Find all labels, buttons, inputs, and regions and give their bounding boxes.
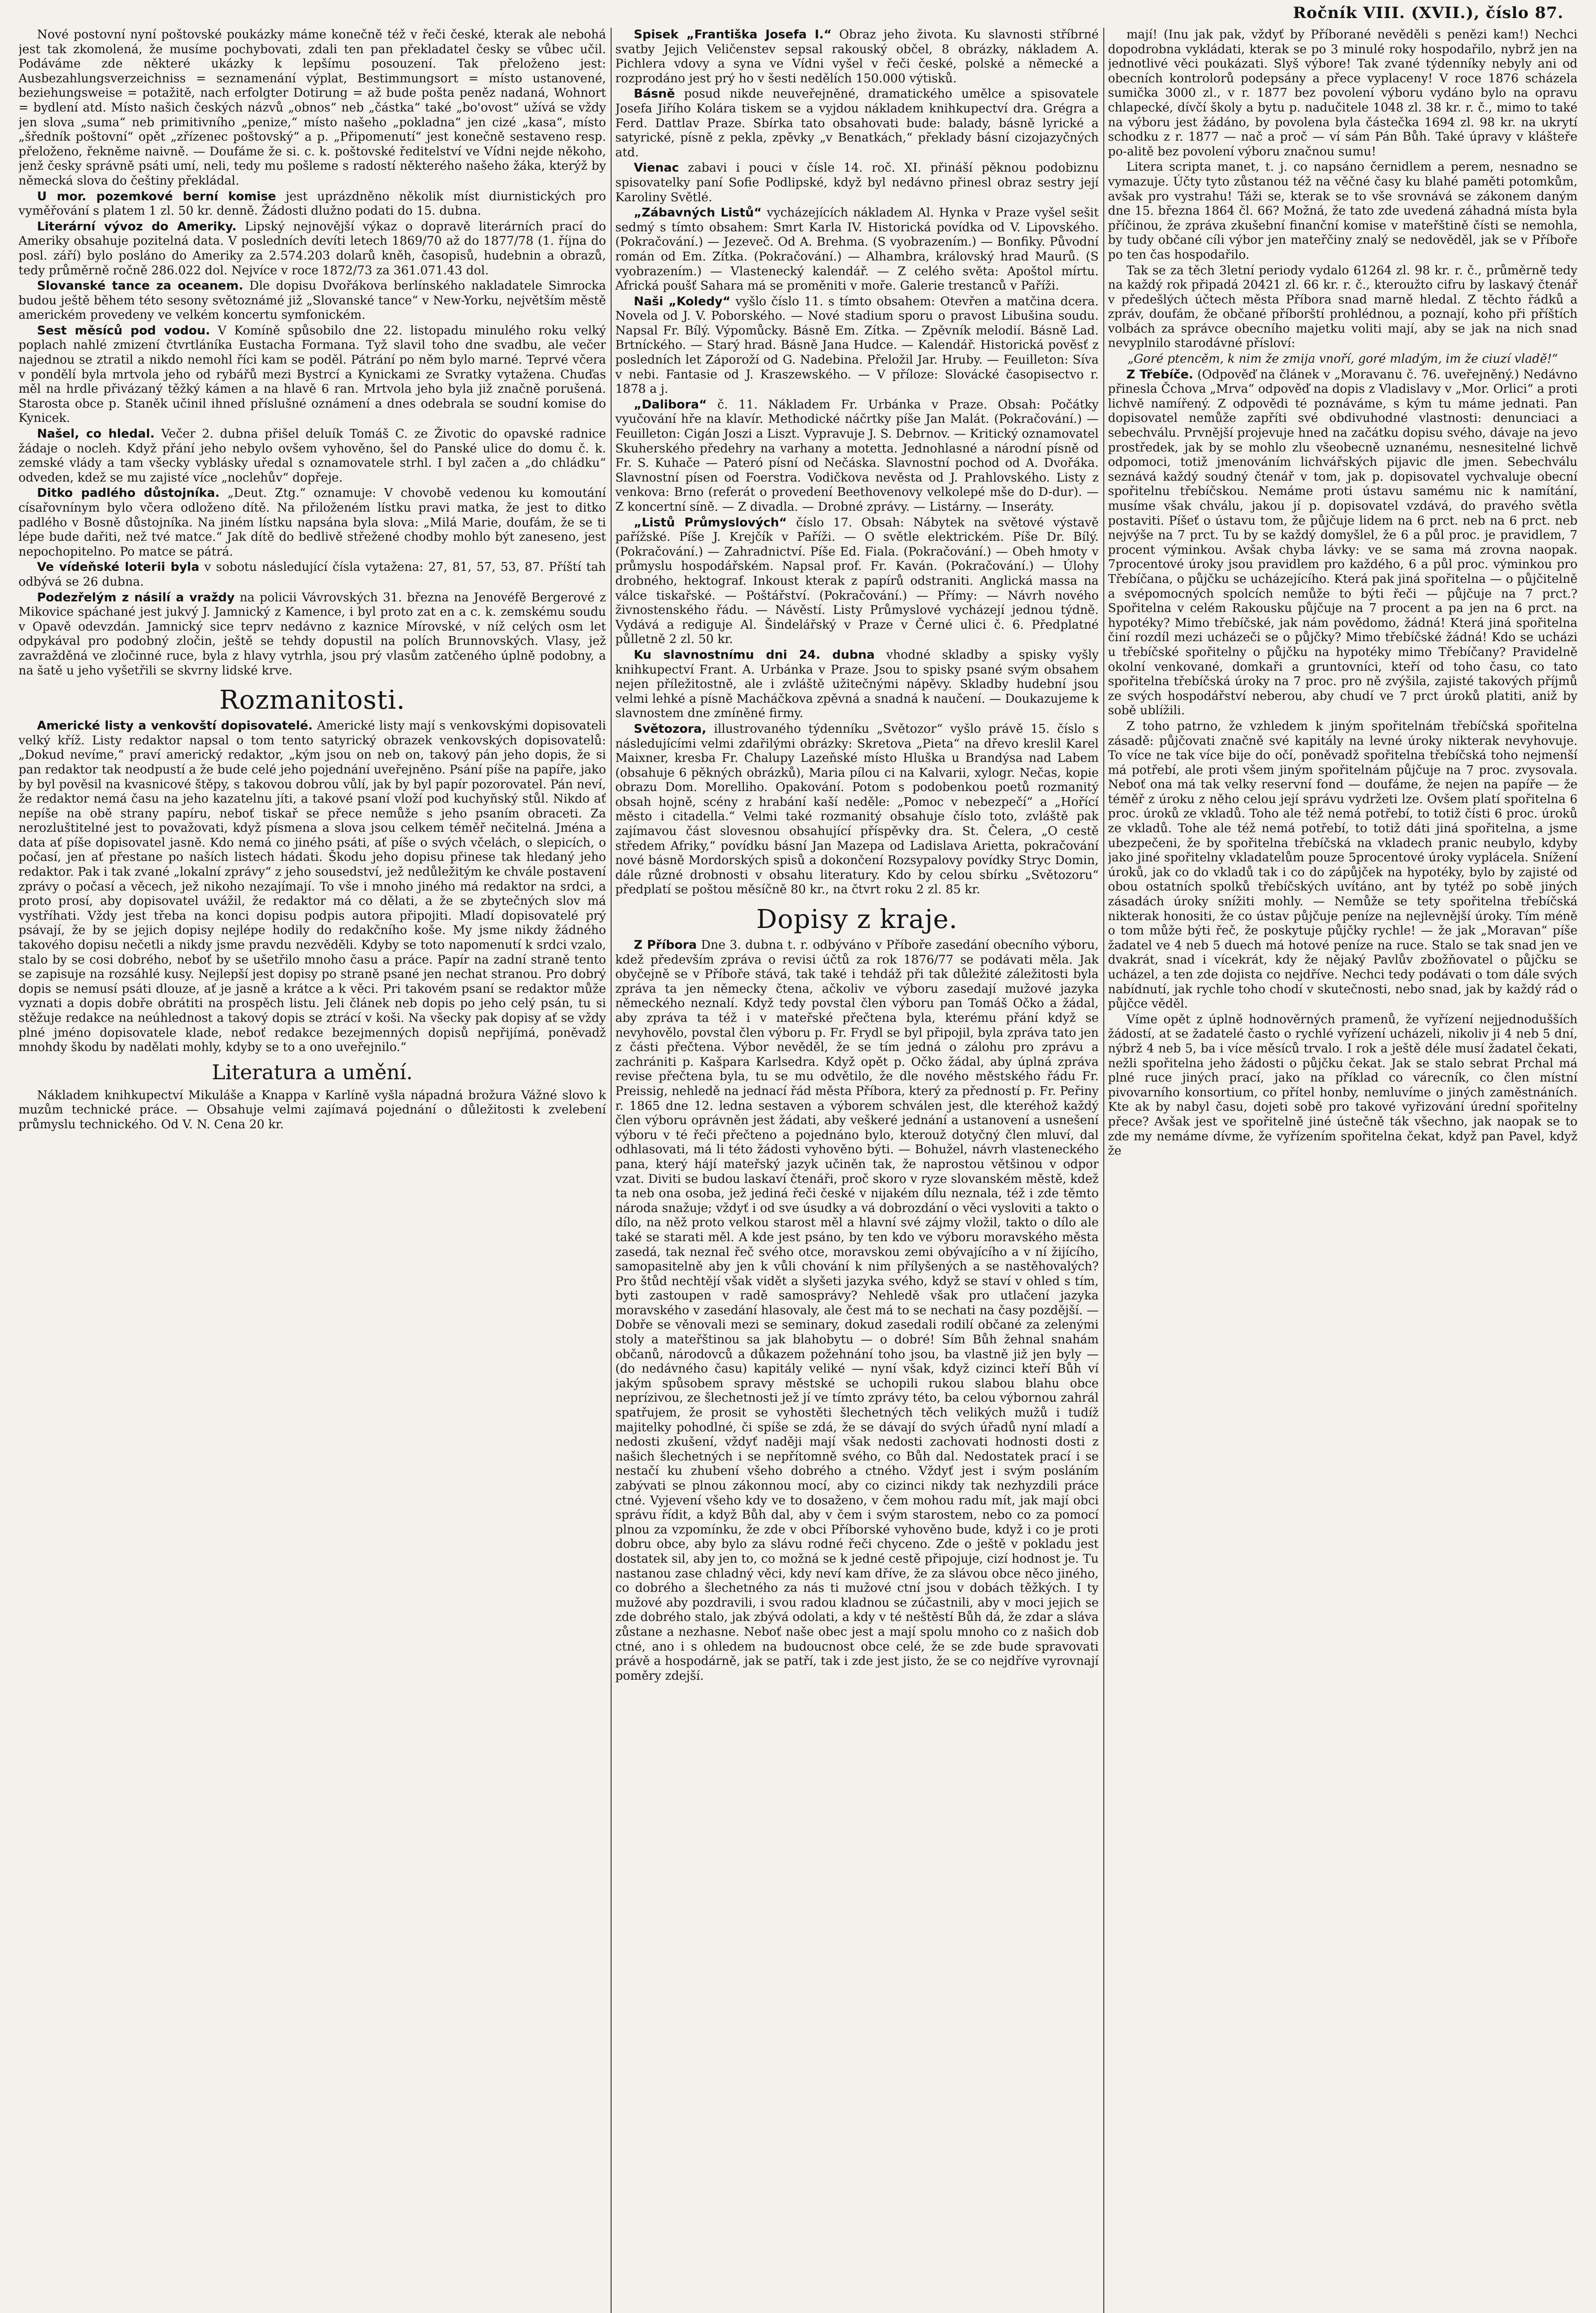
article-vienac: Vienac zabavi i pouci v čísle 14. roč. XI. přináší pěknou podobiznu spisovatelky paní Sofie Podlipské, když byl nedávno přinesl obraz sestry její Karoliny Světlé. (615, 161, 1099, 204)
article-pribor-summary: Tak se za těch 3letní periody vydalo 61264 zl. 98 kr. r. č., průměrně tedy na každý rok připadá 20421 zl. 66 kr. r. č., kteroužto cifru by laskavý čtenář v předešlých účtech města Příbora snad marně hledal. Z těchto řádků a zpráv, doufám, že občané příborští prohlédnou, a poznají, koho při příštích volbách za správce obecního majetku voliti mají, aby se jak na nich snad nevyplnilo starodávné přísloví: (1108, 263, 1577, 351)
article-lottery: Ve vídeňské loterii byla v sobotu následující čísla vytažena: 27, 81, 57, 53, 87. Příští tah odbývá se 26 dubna. (19, 560, 606, 589)
article-franz-josef: Spisek „Františka Josefa I.“ Obraz jeho života. Ku slavnosti stříbrné svatby Jejich Veličenstev sepsal rakouský občel, 8 obrázky, nákladem A. Pichlera vdovy a syna ve Vídni vyšel v řeči české, polské a německé a rozprodáno jest prý ho v šesti nedělích 150.000 výtisků. (615, 28, 1099, 86)
article-trebic-cont: Z toho patrno, že vzhledem k jiným spořitelnám třebíčská spořitelna zásadě: půjčovati značně své kapitály na levné úroky nikterak nevyhovuje. To více ne tak více bije do očí, poněvadž spořitelna třebíčská toho nejmenší má potřebí, ale proti všem jiným spořitelnám půjčuje na 7 proc. zvysovala. Neboť ona má tak velky reservní fond — doufáme, že nejen na papíře — že téměř z úroku z něho celou její správu vydržeti lze. Ovšem platí spořitelna 6 proc. úroků ze vkladů. Toho ale též nemá potřebí, to totiž čísti 6 proc. úroků ze vkladů. Tohe ale též nemá potřebí, to totiž dáti jiná spořitelna, a jsme ubezpečeni, že by spořitelna třebíčská na vkladech pranic neubylo, kdyby jako jiné spořitelny vkladatelům pouze 5procentové úroky vyplácela. Snížení úroků, jak co do vkladů tak i co do zápůjček na hypotéky, bylo by zajisté od obou ostatních spolků třebíčských uvítáno, ant by tytéž po sobě jiných zásadách úroky snížiti mohly. — Nemůže se tety spořitelna třebíčská nikterak honositi, že co ústav půjčuje peníze na nejlevnější úroky. Tím méně o tom může býti řeč, že poskytuje půjčky rychle! — že jak „Moravan“ píše žadatel ve 4 neb 5 duech má hotové peníze na ruce. Stalo se tak snad jen ve dvakrát, snad i vícekrát, kdy že nějaký Pavlův zbožňovatel o půjčku se ucházel, a ten zde dojista co nejdříve. Nechci tedy podávati o tom dále svých nabídnutí, jak rychle toho chodí v skutečnosti, nebo snad, jak by každý rád o půjčce věděl. (1108, 719, 1577, 1011)
section-title-letters: Dopisy z kraje. (756, 904, 958, 935)
issue-header: Ročník VIII. (XVII.), číslo 87. (1293, 4, 1564, 22)
article-literature-note: Nákladem knihkupectví Mikuláše a Knappa v Karlíně vyšla nápadná brožura Vážné slovo k muzům technické práce. — Obsahuje velmi zajímavá pojednání o důležitosti k zvelebení průmyslu technického. Od V. N. Cena 20 kr. (19, 1088, 606, 1132)
column-1 (19, 28, 606, 2313)
column-rule (611, 28, 612, 2313)
article-svetozor: Světozora, illustrovaného týdenníku „Světozor“ vyšlo právě 15. číslo s následujícími velmi zdařilými obrázky: Skretova „Pieta“ na dřevo kreslil Karel Maixner, kresba Fr. Chalupy Lazeňské místo Hluška u Brandýsa nad Labem (obsahuje 6 pěkných obrázků), Maria pílou ci na Kalvarii, xylogr. Nečas, kopie obrazu Dom. Morelliho. Opakování. Potom s podobenkou poetů rozmanitý obsah hojně, scény z hrabání kaší neděle: „Pomoc v nebezpečí“ a „Hořící město i citadella.“ Velmi také rozmanitý obsahuje číslo toto, zvláště pak zajímavou část slovesnou obsahující příspěvky dra. St. Čelera, „O cestě středem Afriky,“ povídku básní Jan Mazepa od Ladislava Arietta, pokračování nové básně Mordorských spisů a dokončení Rozsypalovy povídky Stryc Domin, dále různé drobnosti v obsahu literatury. Kdo by celou sbírku „Světozoru“ předplatí se poštou měsíčně 80 kr., na čtvrt roku 2 zl. 85 kr. (615, 722, 1099, 897)
article-officers-child: Ditko padlého důstojníka. „Deut. Ztg.“ oznamuje: V chovobě vedenou ku komoutání císařovnínym bylo včera odloženo dítě. Na přiloženém lístku pravi matka, že jest to ditko padlého v Bosně důstojníka. Na jiném lístku napsána byla slova: „Milá Marie, doufám, že se ti lépe bude dařiti, než tvé matce.“ Jak dítě do bedlivě střežené chodby mohlo být zaneseno, jest nepochopitelno. Po matce se pátrá. (19, 486, 606, 559)
article-postal-forms: Nové postovní nyní poštovské poukázky máme konečně též v řeči české, kterak ale nebohá jest tak zkomolená, že musíme pochybovati, zdali ten pan překladatel česky se vůbec učil. Podáváme zde některé ukázky k lepšímu posouzení. Tak přeloženo jest: Ausbezahlungsverzeichniss = seznamenání výplat, Bestimmungsort = místo ustanovené, beziehungsweise = potažitě, nach erfolgter Dotirung = až bude pošta peněz nadaná, Wohnort = bydlení atd. Místo našich českých názvů „obnos“ neb „částka“ také „bo'ovost“ užívá se vždy jen slova „suma“ neb primitivního „penize,“ místo našeho „pokladna“ jen cizé „kasa“, místo „šředník poštovní“ opět „zřízenec poštovský“ a p. „Připomenutí“ jest konečně sestaveno resp. přeloženo, řekněme naivně. — Doufáme že si. c. k. poštovské ředitelství ve Vídni nejde někoho, jenž česky správně psáti umí, neli, tedy mu pošleme s radostí některého našeho žáka, kterýž by německá slova do češtiny překládal. (19, 28, 606, 188)
article-zabavne-listy: „Zábavných Listů“ vycházejících nákladem Al. Hynka v Praze vyšel sešit sedmý s tímto obsahem: Smrt Karla IV. Historická povídka od V. Lipovského. (Pokračování.) — Jezeveč. Od A. Brehma. (S vyobrazením.) — Bonfiky. Původní román od Em. Zítka. (Pokračování.) — Alhambra, královský hrad Maurů. (S vyobrazením.) — Vlastenecký kalendář. — Z celého světa: Apoštol mírtu. Africká poušť Sahara má se proměniti v moře. Galerie trestanců v Paříži. (615, 206, 1099, 293)
article-suspect: Podezřelým z násilí a vraždy na policii Vávrovských 31. března na Jenovéfě Bergerové z Mikovice spáchané jest jukvý J. Jamnický z Kamence, i byl proto zat en a c. k. zemskému soudu v Opavě odevzdán. Jamnický sice teprv nedávno z kaznice Mírovské, v níž celých osm let odpykával pro podobný zločin, ještě se tehdy dopustil na polích Brunnovských. Vlasy, jež zavražděná ve zločinné ruce, byla z hlavy vytrhla, jsou prý vlasům zatčeného úplně podobny, a na šatě u jeho vyšetřili se skvrny lidské krve. (19, 590, 606, 678)
article-pribor-cont: mají! (Inu jak pak, vždyť by Příborané nevěděli s penězi kam!) Nechci dopodrobna vykládati, kterak se po 3 minulé roky hospodařilo, nybrž jen na jednotlivé věci poukázati. Slyš výbore! Tak zvané týdenníky nebyly ani od obecních kontrolorů podepsány a přece vyplaceny! V roce 1876 scházela sumička 3000 zl., v r. 1877 bez povolení výboru vydáno bylo na opravu chlapecké, dívčí školy a bytu p. nadučitele 1048 zl. 38 kr. r. č., mimo to také na výboru jest žádáno, by povolena byla částečka 1694 zl. 98 kr. na ukrytí schodku z r. 1877 — nač a proč — ví sám Pán Bůh. Také úpravy v klášteře po-alitě bez povolení výboru značnou sumu! (1108, 28, 1577, 159)
article-dalibor: „Dalibora“ č. 11. Nákladem Fr. Urbánka v Praze. Obsah: Počátky vyučování hře na klavír. Methodické náčrtky píše Jan Malát. (Pokračování.) — Feuilleton: Cigán Joszi a Liszt. Vypravuje J. S. Debrnov. — Kritický oznamovatel Skuherského předehry na varhany a motetta. Jednohlasné a národní písně od Fr. S. Kuhače — Pateró písní od Nečáska. Slavnostní pochod od A. Dvořáka. Slavnostní písen od Foerstra. Vodičkova nevěsta od J. Prahlovského. Listy z venkova: Brno (referát o provedení Beethovenovy velkolepé mše do D-dur). — Z koncertní síně. — Z divadla. — Drobné zprávy. — Listárny. — Inseráty. (615, 397, 1099, 514)
article-found-what-sought: Našel, co hledal. Večer 2. dubna přišel deluík Tomáš C. ze Životic do opavské radnice žádaje o nocleh. Když přání jeho nebylo ovšem vyhověno, šel do Panské ulice do domu č. k. zemské vlády a tam všecky vyblásky uředal s oznamovatele strhl. I byl začen a „do chládku“ odveden, kdež se mu zajisté více „noclehův“ dopřeje. (19, 427, 606, 485)
article-literary-export: Literární vývoz do Ameriky. Lipský nejnovější výkaz o dopravě literárních prací do Ameriky obsahuje pozitelná data. V posledních devíti letech 1869/70 až do 1877/78 (1. října do posl. září) bylo posláno do Ameriky za 2.574.203 dolarů kněh, časopisů, hudebnin a obrazů, tedy průměrně ročně 286.022 dol. Nejvíce v roce 1872/73 za 361.071.43 dol. (19, 219, 606, 278)
article-listy-prumyslove: „Listů Průmyslových“ číslo 17. Obsah: Nábytek na světové výstavě pařížské. Píše J. Krejčík v Paříži. — O světle elektrickém. Píše Dr. Bílý. (Pokračování.) — Zahradnictví. Píše Ed. Fiala. (Pokračování.) — Obeh hmoty v průmyslu hospodářském. Napsal prof. Fr. Kaván. (Pokračování.) — Úlohy drobného, hektograf. Inkoust kterak z papírů odstraniti. Anglická massa na válce tiskařské. — Poštářství. (Pokračování.) — Přímy: — Návrh nového živnostenského řádu. — Návěstí. Listy Průmyslové vycházejí jednou týdně. Vydává a rediguje Al. Šindelářský v Praze v Černé ulici č. 6. Předplatné půlletně 2 zl. 50 kr. (615, 515, 1099, 647)
article-pribor-litera: Litera scripta manet, t. j. co napsáno černidlem a perem, nesnadno se vymazuje. Účty tyto zůstanou též na věčné časy ku blahé paměti potomkům, avšak pro vystrahu! Táži se, kterak se to vše srovnává se zákonem daným dne 15. března 1864 čl. 66? Možná, že tato zde uvedená záhadná místa byla příčinou, že zpráva zkušební finanční komise v mateřštině čísti se nemohla, by tudy občané cíli výbor jen mateřčiny znalý se nedověděl, jak se v Příboře po ten čas hospodařilo. (1108, 160, 1577, 262)
proverb-quote: „Goré ptencěm, k nim že zmija vnoří, goré mladým, im že ciuzí vladě!“ (1127, 352, 1558, 366)
article-kolar-poems: Básně posud nikde neuveřejněné, dramatického umělce a spisovatele Josefa Jiřího Kolára tiskem se a vyjdou nákladem knihkupectví dra. Grégra a Ferd. Dattlav Praze. Sbírka tato obsahovati bude: balady, básně lyrické a satyrické, písně z pekla, zpěvky „v Benatkách,“ překlady básní cizojazyčných atd. (615, 87, 1099, 160)
article-slavonic-dances: Slovanské tance za oceanem. Dle dopisu Dvořákova berlínského nakladatele Simrocka budou ještě během této sesony světoznámé již „Slovanské tance“ v New-Yorku, největším městě americkém provedeny ve velkém koncertu symfonickém. (19, 279, 606, 322)
article-april-24: Ku slavnostnímu dni 24. dubna vhodné skladby a spisky vyšly knihkupectví Frant. A. Urbánka v Praze. Jsou to spisky psané svým obsahem nejen příležitostně, ale i zvláště užitečnými nápěvy. Skladby hudební jsou velmi lehké a písně Macháčkova zpěvná a snadná k naučení. — Doukazujeme k slavnostem dne zmíněné firmy. (615, 648, 1099, 721)
column-3 (1108, 28, 1577, 2313)
section-title-literature: Literatura a umění. (211, 1060, 413, 1084)
column-2 (615, 28, 1099, 2313)
newspaper-page (19, 28, 1577, 2313)
article-american-papers: Americké listy a venkovští dopisovatelé. Americké listy mají s venkovskými dopisovateli velký kříž. Listy redaktor napsal o tom tento satyrický obrazek venkovských dopisovatelů: „Dokud nevíme,“ praví americký redaktor, „kým jsou on neb on, takový pán jeho dopis, že si pan redaktor tak neodpustí a že bude celé jeho pojednání uveřejněno. Psání píše na papíře, jako by byl pověsil na kvasnicové štěpy, s takovou dobrou vůlí, jak by byl papír pozorovatel. Pán neví, že redaktor nemá času na jeho kazatelnu jíti, a takové psaní vloží pod kuchyňský stůl. Nikdo ať nepíše na obě strany papíru, neboť tiskař se přece nemůže s jeho psaním obraceti. Za nerozluštitelné jest to považovati, když písmena a slova jsou celkem téměř nečitelná. Jména a data ať píše dopisovatel jasně. Kdo nemá co jiného psáti, ať píše o svých včelách, o slepicích, o počasí, jen ať přestane po naších listech hádati. Škodu jeho dopisu přinese tak hledaný jeho redaktor. Pak i tak zvané „lokalní zprávy“ z jeho sousedství, jež nedůležitým ke chvále postavení zprávy o počasí a věcech, jež nikoho nezajímají. To vše i mnoho jiného má redaktor na srdci, a proto prosí, aby dopisovatel uvážil, že redaktor má co dělati, a že se zbytečných slov má vystříhati. Vždy jest třeba na konci dopisu podpis autora připojiti. Mladí dopisovatelé prý psávají, že by se jejich dopisy nejlépe hodily do redakčního koše. My jsme nikdy žádného takového dopisu nečetli a nikdy jsme pravdu nezvěděli. Kdyby se toto napomenutí k srdci vzalo, stalo by se cosi dobrého, neboť by se ušetřilo mnoho času a práce. Papír na zadní straně tento se zapisuje na rozsáhlé kusy. Nejlepší jest dopisy po straně psané jen nechat stranou. Pro dobrý dopis se nemusí psáti dlouze, ať je jasně a krátce a k věci. Pri takovém psaní se redaktor může vyznati a dopis dobře obrátiti na prospěch listu. Jeli článek neb dopis po jeho celý psán, tu si stěžuje redakce na neúhlednost a takový dopis se ztrácí v koši. Na všecky pak dopisy ať se vždy plné jméno dopisovatele klade, neboť redakce bezejmenných dopisů nepřijímá, poněvadž mnohdy škodu by nadělati mohly, kdyby se to a ono uveřejnilo.“ (19, 719, 606, 1055)
article-trebic-end: Víme opět z úplně hodnověrných pramenů, že vyřízení nejjednodušších žádostí, at se žadatelé často o rychlé vyřízení ucházeli, nikoliv ji 4 neb 5 dní, nýbrž 4 neb 5, ba i více měsíců trvalo. I rok a ještě déle musí žadatel čekati, nežli spořitelna jeho žádosti o půjčku čekat. Jak se stalo sebrat Prchal má plné ruce jiných prací, jako na příklad co várecník, co člen místní pivovarního konsortium, co přítel honby, nemluvíme o jiných zaměstnáních. Kte ak by nabyl času, dojeti sobě pro takové vyřizování úrední spořitelny přece? Avšak jest ve spořitelně jiné ústečně ták všechno, jak naopak se to zde my nemáme dívme, že vyřízením spořitelna čekat, když pan Pavel, když že (1108, 1012, 1577, 1158)
article-six-months: Sest měsíců pod vodou. V Komíně spůsobilo dne 22. listopadu minulého roku velký poplach nahlé zmizení čtvrtláníka Eustacha Formana. Tyž slavil toho dne svadbu, ale večer najednou se ztratil a nikdo nemohl říci kam se poděl. Pátrání po něm bylo marné. Teprvé včera v pondělí byla mrtvola jeho od rybářů mezi Bystrcí a Kynickami ze Svratky vytažena. Chuďas měl na hrdle přivázaný těžký kámen a na hlavě 6 ran. Mrtvola jeho byla již značně porušená. Starosta obce p. Staněk učinil ihned příslušné oznámení a dnes odebrala se soudní komise do Kynicek. (19, 323, 606, 426)
article-pribor: Z Příbora Dne 3. dubna t. r. odbýváno v Příboře zasedání obecního výboru, kdež především zpráva o revisi účtů za rok 1876/77 se podávati měla. Jak obyčejně se v Příboře stává, tak také i tehdáž při tak důležité záležitosti byla zpráva ta jen německy čtena, ačkoliv ve výboru zasedají mužové jazyka německého neznalí. Když tedy povstal člen výboru pan Tomáš Očko a žádal, aby zpráva ta též i v mateřské přečtena byla, kterému přání když se nevyhovělo, povstal člen výboru p. Fr. Frydl se byl připojil, byla zpráva tato jen z části přečtena. Výbor nevěděl, že se tím jedná o zálohu pro zprávu a zachrániti p. Kašpara Karlsedra. Když opět p. Očko žádal, aby úplná zpráva revise přečtena byla, tu se mu odvětilo, že dle nového městského řádu Fr. Preissig, nehledě na jednací řád města Příbora, který za předností p. Fr. Peřiny r. 1865 dne 12. ledna sestaven a výborem schválen jest, dle kteréhož každý člen výboru oprávněn jest žádati, aby veškeré jednání a ustanovení a usnešení výboru v té řeči přečteno a pojednáno bylo, kterouž dotyčný člen mluví, dal odhlasovati, má li této žádosti vyhověno býti. — Bohužel, návrh vlasteneckého pana, který hájí mateřský jazyk učiněn tak, že naprostou většinou v odpor vzat. Diviti se budou laskaví čtenáři, proč skoro v ryze slovanském městě, kdež ta neb ona osoba, jež jediná řeči české v nijakém dílu neznala, též i zde těmto národa snažuje; vždyť i od sve úsudky a vá dobrozdání o věci vysloviti a takto o dílo, na něž proto velkou starost měl a hlavní své zájmy vložil, takto o dílo ale také se starati měl. A kde jest psáno, by ten kdo ve výboru moravského města zasedá, tak neznal řeč svého otce, moravskou zemi obývajícího a v ní žijícího, samopasitelně aby jen k vůli chování k nim přílyšených a se nastěhovalých? Pro štůd nechtějí však vidět a slyšeti jazyka svého, když se staví v ohled s tím, byti zastoupen v radě samosprávy? Nehledě však pro utlačení jazyka moravského v zasedání hlasovaly, ale čest má to se nechati na časy pozdější. — Dobře se věnovali mezi se seminary, dokud zasedali rodilí občané za zelenými stoly a mateřštinou sa jak blahobytu — o dobré! Sím Bůh žehnal snahám občanů, národovců a důkazem požehnání toho jsou, ba vlastně již jen byly — (do nedávného času) kapitály veliké — nyní však, když cizinci kteří Bůh ví jakým spůsobem spravy městské se uchopili rukou slabou blahu obce neprízivou, ze šlechetnosti jež jí ve tímto zprávy této, ba celou výbornou zahrál spatřujem, že prosit se vyhostěti šlechetných těch velikých mužů i tudíž majitelky pohodlné, či spíše se zdá, že se dávají do svých úřadů nyní mladí a nedosti zkušení, vždyť naději mají však nedosti zachovati hodnosti dosti z našich šlechetných i se nepřítomně svého, co Bůh dal. Nedostatek prací i se nestačí ku zhubení všeho dobrého a ctného. Vždyť jest i svým posláním zabývati se plnou zákonnou mocí, aby co cizinci nikdy tak nezhyzdili práce ctné. Vyjevení všeho kdy ve to dosaženo, v čem mohou radu mít, jak mají obci správu řídit, a když Bůh dal, aby v čem i svým starostem, nebo co za pomocí plnou za vzpomínku, že zde v obci Příborské vyhověno bude, když i co je proti dobru obce, aby bylo za slávu rodné řeči chyceno. Zde o ještě v pokladu jest dostatek sil, aby jen to, co možná se k jedné cestě připojuje, cizí hodnost je. Tu nastanou zase chladný věci, kdy neví kam dříve, že za slávou obce něco jiného, co dobrého a šlechetného za nás ti mužové ctní jsou v dobách těžkých. I ty mužové aby pozdravili, i svou radou kladnou se zúčastnili, aby v moci jejich se zde dobrého stalo, jak zbývá odolati, a kdy v té neštěstí Bůh dá, že zdar a sláva zůstane a nezhasne. Neboť naše obec jest a mají spolu mnoho co z našich dob ctné, ano i s ohledem na budoucnost obce celé, že se zde bude spravovati právě a hospodárně, jak se patří, tak i zde jest jisto, že se co nejdříve vyrovnají poměry zdejší. (615, 938, 1099, 1683)
section-title-miscellany: Rozmanitosti. (219, 685, 406, 716)
column-rule (1103, 28, 1104, 2313)
article-koledy: Naši „Koledy“ vyšlo číslo 11. s tímto obsahem: Otevřen a matčina dcera. Novela od J. V. Poborského. — Nové stadium sporu o pravost Libušina soudu. Napsal Fr. Bílý. Výpomůcky. Básně Em. Zítka. — Zpěvník melodií. Básně Lad. Brtníckého. — Starý hrad. Básně Jana Hudce. — Kalendář. Historická pověsť z posledních let Záporoží od G. Nadebina. Přeložil Jar. Hruby. — Feuilleton: Síva v nebi. Fantasie od J. Kraszewského. — V příloze: Slovácké časopisectvo r. 1878 a j. (615, 294, 1099, 396)
article-tax-commission: U mor. pozemkové berní komise jest uprázdněno několik míst diurnistických pro vyměřování s platem 1 zl. 50 kr. denně. Žádosti dlužno podati do 15. dubna. (19, 189, 606, 218)
article-trebic: Z Třebíče. (Odpověď na článek v „Moravanu č. 76. uveřejněný.) Nedávno přinesla Čchova „Mrva“ odpověď na dopis z Vladislavy v „Mor. Orlici“ a proti lichvě namířený. Z odpovědi té poznáváme, s kým tu máme jednati. Pan dopisovatel nemůže zapříti své obdivuhodné vlastnosti: denunciaci a sebechválu. Prvnější projevuje hned na začátku dopisu svého, dávaje na jevo prostředek, jak by se mohlo zlu všeobecně uznanému, nesnesitelné lichvě odpomoci, totiž jmenováním lichvářských pijavic dle jmen. Sebechválu seznává každý soudný čtenář v tom, jak p. dopisovatel vychvaluje obecní spořitelnu třebíčskou. Nemáme proti ústavu samému nic k namítání, musíme však chválu, jakou jí p. dopisovatel vzdává, do pravého světla postaviti. Píšeť o ústavu tom, že půjčuje lidem na 6 prct. neb na 6 prct. neb nejvýše na 7 prct. Tu by se každý domyšlel, že 6 a půl proc. je pravidlem, 7 procent výminkou. Avšak chyba lávky: ve se sama má zrovna naopak. 7procentové úroky jsou pravidlem pro každého, 6 a půl proc. výminkou pro Třebíčana, o půjčku se ucházejícího. Která pak jiná spořitelna — o půjčitelně a svépomocných spolcích nemůže to býti řeči — půjčuje na 7 prct.? Spořitelna v celém Rakousku půjčuje na 7 procent a pa jen na 6 prct. na hypotéky? Mimo třebíčské, jak nám povědomo, žádná! Která jiná spořitelna činí rozdíl mezi ucházeči se o půjčky? Mimo třebíčské žádná! Kdo se ucházi u třebíčské spořitelny o půjčku na hypotéky mimo Třebíčany? Pravidelně okolní venkované, domkaři a gruntovníci, kteří od toho času, co tato spořitelna třebíčská úroky na 7 proc. pro ně zvýšila, zajisté takových příjmů ze svých hospodářství neberou, aby chudí ve 7 prct úroků platiti, aniž by sobě ublížili. (1108, 367, 1577, 718)
